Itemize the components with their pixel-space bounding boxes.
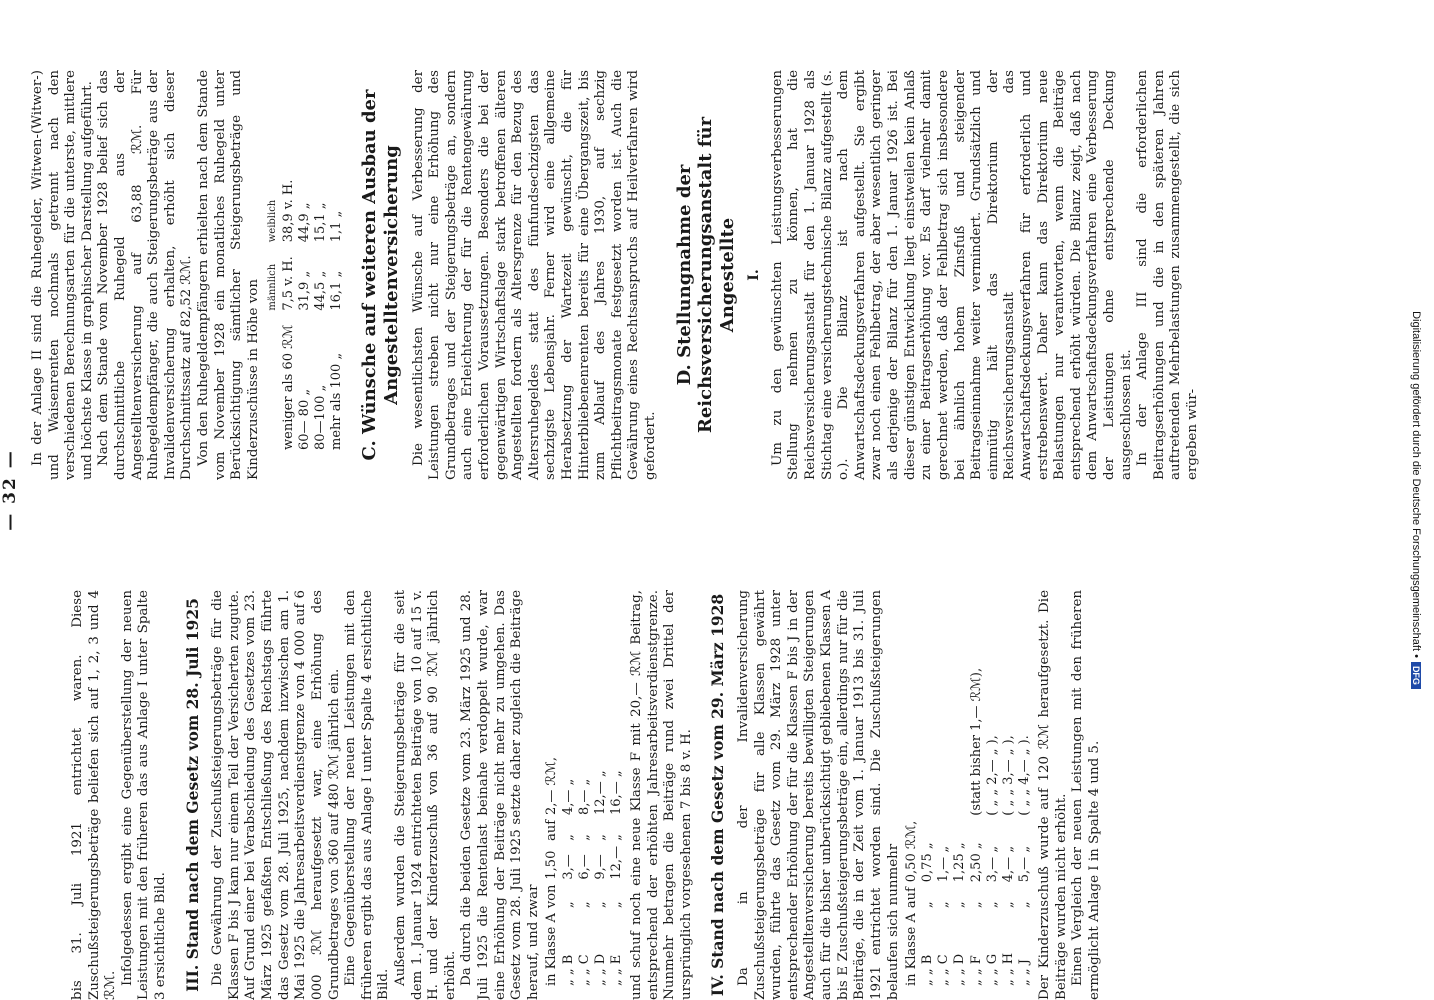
- pension-distribution-table: [267, 166, 346, 450]
- table-row: [577, 752, 593, 986]
- cell: ( „ „ 4,— „ ).: [1016, 735, 1032, 816]
- cell: „ „ G: [984, 953, 1000, 986]
- cell: 0,50 ℛℳ,: [904, 820, 920, 883]
- cell: 5,— „: [1016, 845, 1032, 883]
- paragraph: Der Kinderzuschuß wurde auf 120 ℛℳ heraufgesetzt. Die Beiträge wurden nicht erhöht.: [1036, 590, 1069, 1000]
- cell: 0,75 „: [920, 842, 936, 883]
- cell: 2,— ℛℳ,: [544, 757, 560, 815]
- cell: 9,—: [592, 854, 608, 880]
- cell: „: [592, 834, 608, 841]
- cell: 80—100 „: [313, 384, 329, 450]
- cell: [936, 663, 952, 816]
- cell: „: [576, 901, 592, 909]
- credit-text: Digitalisierung gefördert durch die Deutsche Forschungsgemeinschaft •: [1410, 311, 1422, 658]
- cell: 12,— „: [592, 770, 608, 815]
- cell: 44,9 „: [297, 202, 313, 243]
- cell: 60— 80 „: [297, 388, 313, 450]
- cell: 16,— „: [608, 770, 624, 815]
- cell: „: [1016, 901, 1032, 909]
- cell: [920, 663, 936, 816]
- cell: von: [544, 884, 560, 909]
- column-header: männlich: [266, 263, 278, 311]
- table-row: [920, 663, 936, 986]
- cell: „: [920, 901, 936, 909]
- paragraph: bis 31. Juli 1921 entrichtet waren. Diese Zuschußsteigerungsbeträge beliefen sich auf 1, 2, 3 und 4 ℛℳ.: [70, 590, 119, 1000]
- cell: „ „ E: [608, 954, 624, 986]
- cell: „ „ D: [952, 953, 968, 986]
- paragraph: Infolgedessen ergibt eine Gegenüberstellung der neuen Leistungen mit den früheren das aus Anlage I unter Spalte 3 ersichtliche Bild.: [119, 590, 169, 1000]
- paragraph: Einen Vergleich der neuen Leistungen mit den früheren ermöglicht Anlage I in Spalte 4 und 5.: [1070, 590, 1102, 1000]
- cell: „: [560, 834, 576, 841]
- cell: 1,1 „: [329, 210, 345, 243]
- table-header-row: [267, 166, 281, 450]
- paragraph: In der Anlage III sind die erforderlichen Beitragserhöhungen und die in den späteren Jahren auftretenden Mehrbelastungen zusammengestellt, die sich ergeben wür-: [1135, 70, 1201, 480]
- cell: „ „ B: [920, 954, 936, 986]
- cell: 1,— „: [936, 845, 952, 883]
- paragraph: Da in der Invalidenversicherung Zuschußsteigerungsbeträge für alle Klassen gewährt wurden, führte das Gesetz vom 29. März 1928 unter entsprechender Erhöhung der für die Klassen F bis J in der Angestelltenversicherung bereits bewilligten Steigerungen auch für die bisher unberücksichtigt gebliebenen Klassen A bis E Zuschußsteigerungsbeträge ein, allerdings nur für die Beiträge, die in der Zeit vom 1. Januar 1913 bis 31. Juli 1921 entrichtet worden sind. Die Zuschußsteigerungen belaufen sich nunmehr: [736, 590, 901, 1000]
- contribution-table-1925: [544, 752, 625, 986]
- cell: ( „ „ 3,— „ ),: [1000, 735, 1016, 816]
- table-row: [561, 752, 577, 986]
- section-heading-d: D. Stellungnahme der Reichsversicherungsanstalt für Angestellte: [673, 116, 738, 434]
- cell: „ „ B: [560, 954, 576, 986]
- page-number: — 32 —: [0, 449, 20, 531]
- table-row: [936, 663, 952, 986]
- cell: 6,—: [576, 854, 592, 880]
- paragraph: Außerdem wurden die Steigerungsbeträge für die seit dem 1. Januar 1924 entrichteten Beiträge von 10 auf 15 v. H. und der Kinderzuschuß von 36 auf 90 ℛℳ jährlich erhöht.: [392, 590, 458, 1000]
- cell: 7,5 v. H.: [280, 256, 296, 311]
- cell: „: [936, 901, 952, 909]
- cell: „: [592, 901, 608, 909]
- section-heading-iv: IV. Stand nach dem Gesetz vom 29. März 1928: [708, 593, 728, 997]
- increase-table-1928: [904, 663, 1033, 986]
- cell: mehr als 100 „: [329, 352, 345, 450]
- cell: 44,5 „: [313, 270, 329, 311]
- column-header: weiblich: [266, 199, 278, 243]
- cell: „ „ J: [1016, 959, 1032, 986]
- table-row: [329, 166, 345, 450]
- table-row: [297, 166, 313, 450]
- paragraph: In der Anlage II sind die Ruhegelder, Witwen-(Witwer-) und Waisenrenten nochmals getrennt nach den verschiedenen Berechnungsarten für die unterste, mittlere und höchste Klasse in graphischer Darstellung aufgeführt.: [30, 70, 95, 480]
- paragraph: Die wesentlichsten Wünsche auf Verbesserung der Leistungen streben nicht nur eine Erhöhung des Grundbetrages und der Steigerungsbeträge an, sondern auch eine Erleichterung der für die Rentengewährung erforderlichen Voraussetzungen. Besonders die bei der gegenwärtigen Wirtschaftslage stark betroffenen älteren Angestellten fordern als Altersgrenze für den Bezug des Altersruhegeldes statt des fünfundsechzigsten das sechzigste Lebensjahr. Ferner wird eine allgemeine Herabsetzung der Wartezeit gewünscht, die für Hinterbliebenenrenten bereits für eine Übergangszeit, bis zum Ablauf des Jahres 1930, auf sechzig Pflichtbeitragsmonate festgesetzt worden ist. Auch die Gewährung eines Rechtsanspruchs auf Heilverfahren wird gefordert.: [410, 70, 659, 480]
- cell: „: [984, 901, 1000, 909]
- cell: „: [968, 901, 984, 909]
- paragraph: Von den Ruhegeldempfängern erhielten nach dem Stande vom November 1928 ein monatliches Ruhegeld unter Berücksichtigung sämtlicher Steigerungsbeträge und Kinderzuschüsse in Höhe von: [196, 70, 261, 480]
- cell: 15,1 „: [313, 202, 329, 243]
- cell: 1,50: [544, 850, 560, 880]
- cell: auf: [904, 887, 920, 909]
- cell: 38,9 v. H.: [280, 179, 296, 243]
- document-page: [0, 70, 1410, 1000]
- cell: 4,— „: [560, 778, 576, 815]
- cell: „: [608, 901, 624, 909]
- cell: in Klasse A: [544, 913, 560, 986]
- cell: „ „ C: [936, 954, 952, 986]
- cell: 4,— „: [1000, 845, 1016, 883]
- table-row: [1001, 663, 1017, 986]
- cell: „: [1000, 901, 1016, 909]
- table-row: [313, 166, 329, 450]
- cell: in Klasse A: [904, 913, 920, 986]
- table-row: [969, 663, 985, 986]
- cell: (statt bisher 1,— ℛℳ),: [968, 667, 984, 816]
- cell: „: [576, 834, 592, 841]
- section-heading-iii: III. Stand nach dem Gesetz vom 28. Juli 1925: [182, 598, 202, 992]
- cell: ( „ „ 2,— „ ),: [984, 735, 1000, 816]
- right-column: [30, 70, 1202, 480]
- table-row: [985, 663, 1001, 986]
- cell: 8,— „: [576, 778, 592, 815]
- table-row: [952, 663, 968, 986]
- paragraph: Da durch die beiden Gesetze vom 23. März 1925 und 28. Juli 1925 die Rentenlast beinahe verdoppelt wurde, war eine Erhöhung der Beiträge nicht mehr zu umgehen. Das Gesetz vom 28. Juli 1925 setzte daher zugleich die Beiträge herauf, und zwar: [459, 590, 541, 1000]
- table-row: [281, 166, 297, 450]
- cell: 12,—: [608, 845, 624, 880]
- cell: „ „ D: [592, 953, 608, 986]
- cell: auf: [544, 819, 560, 841]
- subsection-number: I.: [746, 269, 763, 281]
- cell: 3,—: [560, 854, 576, 880]
- paragraph: Nach dem Stande vom November 1928 belief sich das durchschnittliche Ruhegeld aus der Angestelltenversicherung auf 63,88 ℛℳ. Für Ruhegeldempfänger, die auch Steigerungsbeträge aus der Invalidenversicherung erhalten, erhöht sich dieser Durchschnittssatz auf 82,52 ℛℳ.: [96, 70, 195, 480]
- table-row: [1017, 663, 1033, 986]
- table-row: [609, 752, 625, 986]
- column-header: [267, 311, 281, 450]
- paragraph: Eine Gegenüberstellung der neuen Leistungen mit den früheren ergibt das aus Anlage I unter Spalte 4 ersichtliche Bild.: [343, 590, 392, 1000]
- section-heading-c: C. Wünsche auf weiteren Ausbau der Angestelltenversicherung: [359, 89, 402, 461]
- cell: „ „ F: [968, 955, 984, 986]
- table-row: [593, 752, 609, 986]
- cell: 31,9 „: [297, 270, 313, 311]
- cell: „: [952, 901, 968, 909]
- cell: [952, 663, 968, 816]
- cell: [904, 663, 920, 816]
- cell: „: [608, 834, 624, 841]
- left-column: [70, 590, 1103, 1000]
- paragraph: Um zu den gewünschten Leistungsverbesserungen Stellung nehmen zu können, hat die Reichsversicherungsanstalt für den 1. Januar 1928 als Stichtag eine versicherungstechnische Bilanz aufgestellt (s. o.). Die Bilanz ist nach dem Anwartschaftsdeckungsverfahren aufgestellt. Sie ergibt zwar noch einen Fehlbetrag, der aber wesentlich geringer als derjenige der Bilanz für den 1. Januar 1926 ist. Bei dieser günstigen Entwicklung liegt einstweilen kein Anlaß zu einer Beitragserhöhung vor. Es darf vielmehr damit gerechnet werden, daß der Fehlbetrag sich insbesondere bei ähnlich hohem Zinsfuß und steigender Beitragseinnahme weiter vermindert. Grundsätzlich und einmütig hält das Direktorium der Reichsversicherungsanstalt das Anwartschaftsdeckungsverfahren für erforderlich und erstrebenswert. Daher kann das Direktorium neue Belastungen nur verantworten, wenn die Beiträge entsprechend erhöht würden. Die Bilanz zeigt, daß nach dem Anwartschaftsdeckungsverfahren eine Verbesserung der Leistungen ohne entsprechende Deckung ausgeschlossen ist.: [769, 70, 1134, 480]
- cell: „ „ H: [1000, 952, 1016, 986]
- paragraph: Die Gewährung der Zuschußsteigerungsbeträge für die Klassen F bis J kam nur einem Teil der Versicherten zugute. Auf Grund einer bei Verabschiedung des Gesetzes vom 23. März 1925 gefaßten Entschließung des Reichstags führte das Gesetz vom 28. Juli 1925, nachdem inzwischen am 1. Mai 1925 die Jahresarbeitsverdienstgrenze von 4 000 auf 6 000 ℛℳ heraufgesetzt war, eine Erhöhung des Grundbetrages von 360 auf 480 ℛℳ jährlich ein.: [210, 590, 342, 1000]
- cell: 3,— „: [984, 845, 1000, 883]
- cell: weniger als 60 ℛℳ: [280, 324, 296, 450]
- table-row: [544, 752, 560, 986]
- cell: 16,1 „: [329, 270, 345, 311]
- table-row: [904, 663, 920, 986]
- cell: „: [560, 901, 576, 909]
- cell: „ „ C: [576, 954, 592, 986]
- cell: 2,50 „: [968, 842, 984, 883]
- cell: 1,25 „: [952, 842, 968, 883]
- paragraph: und schuf noch eine neue Klasse F mit 20,— ℛℳ Beitrag, entsprechend der erhöhten Jahresarbeitsverdienstgrenze. Nunmehr betragen die Beiträge rund zwei Drittel der ursprünglich vorgesehenen 7 bis 8 v. H.: [628, 590, 694, 1000]
- dfg-logo: DFG: [1411, 662, 1421, 689]
